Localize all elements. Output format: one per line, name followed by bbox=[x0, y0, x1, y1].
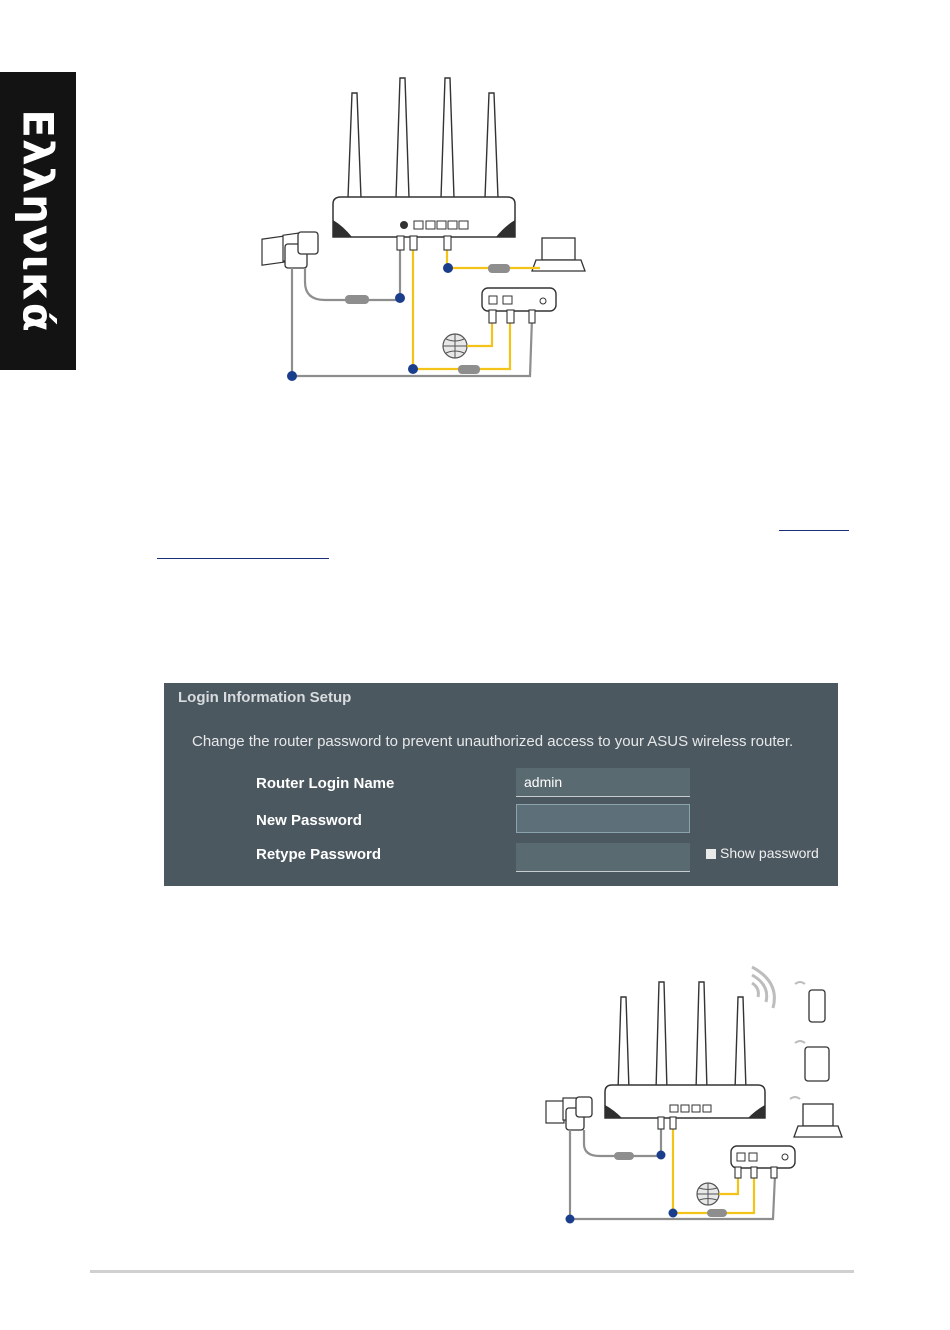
tablet-icon bbox=[795, 1041, 829, 1081]
top-connection-diagram bbox=[262, 78, 585, 381]
panel-description: Change the router password to prevent unauthorized access to your ASUS wireless router. bbox=[192, 733, 794, 750]
login-information-setup-panel bbox=[164, 683, 838, 886]
modem-icon bbox=[482, 288, 556, 311]
new-password-label: New Password bbox=[256, 812, 362, 829]
modem-icon bbox=[731, 1146, 795, 1168]
new-password-input[interactable] bbox=[516, 804, 690, 833]
router-login-name-input[interactable]: admin bbox=[516, 768, 690, 797]
wifi-signal-icon bbox=[752, 967, 774, 1008]
router-icon bbox=[333, 197, 515, 237]
show-password-checkbox[interactable] bbox=[706, 849, 716, 859]
retype-password-label: Retype Password bbox=[256, 846, 382, 863]
show-password-label: Show password bbox=[720, 845, 819, 861]
bottom-connection-diagram bbox=[546, 967, 842, 1224]
laptop-icon bbox=[532, 238, 585, 271]
globe-icon bbox=[697, 1183, 719, 1205]
router-antennas bbox=[618, 982, 746, 1090]
hyperlink-underline[interactable] bbox=[157, 558, 329, 559]
router-icon bbox=[605, 1085, 765, 1118]
laptop-icon bbox=[790, 1097, 842, 1137]
smartphone-icon bbox=[795, 982, 825, 1022]
globe-icon bbox=[443, 334, 467, 358]
footer-divider bbox=[90, 1270, 854, 1273]
hyperlink-underline[interactable] bbox=[779, 530, 849, 531]
language-tab-label: Ελληνικά bbox=[13, 109, 63, 333]
router-login-name-label: Router Login Name bbox=[256, 775, 395, 792]
panel-title: Login Information Setup bbox=[178, 689, 352, 706]
router-antennas bbox=[348, 78, 498, 198]
retype-password-input[interactable] bbox=[516, 843, 690, 872]
